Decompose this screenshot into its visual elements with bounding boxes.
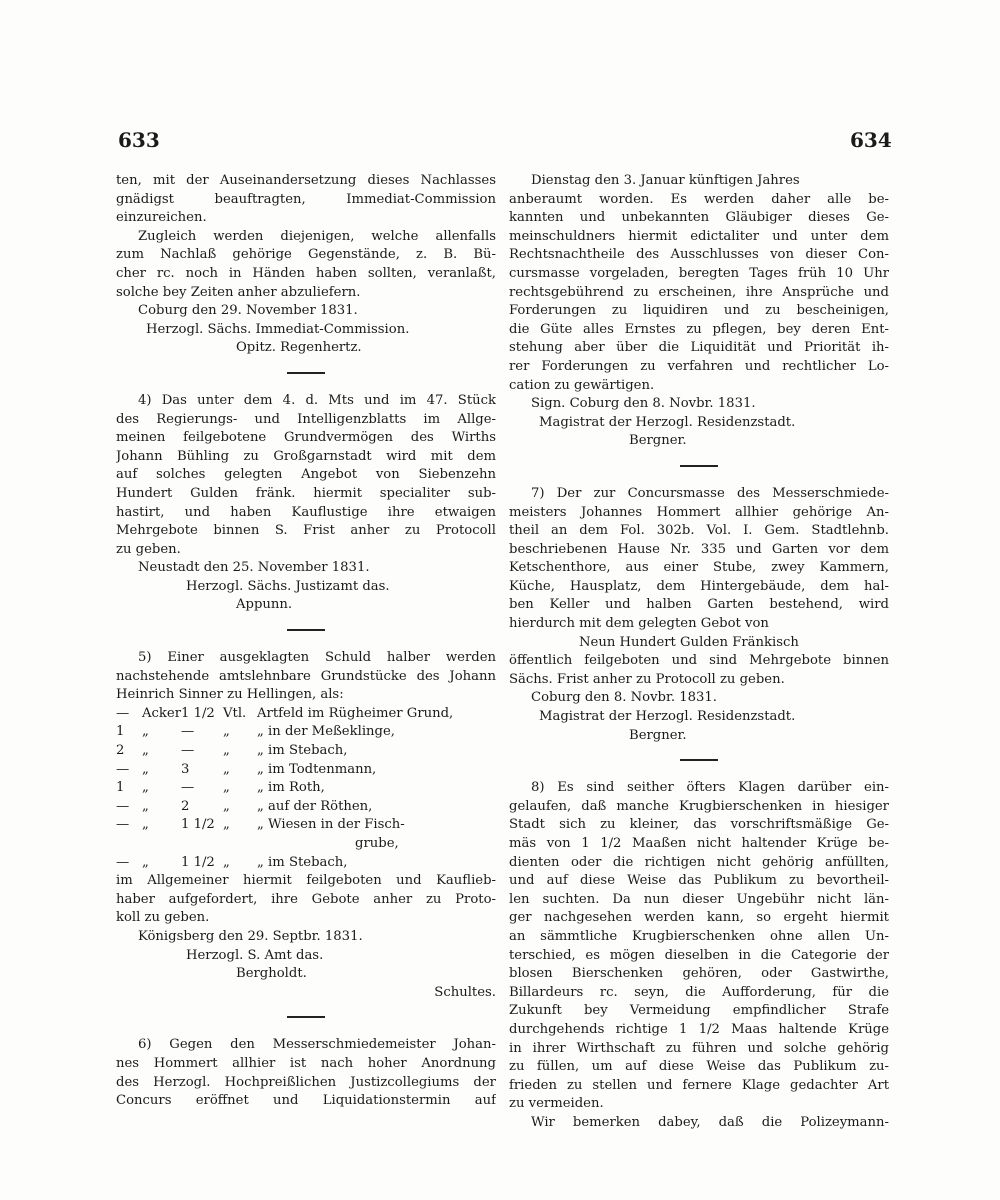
parcel-cell: 3 — [181, 761, 190, 777]
text-line: dienten oder die richtigen nicht gehörig anfüllten, — [509, 854, 889, 870]
text-line: Johann Bühling zu Großgarnstadt wird mit dem — [116, 448, 496, 464]
text-line: cursmasse vorgeladen, beregten Tages früh 10 Uhr — [509, 265, 889, 281]
parcel-cell: — — [116, 854, 130, 870]
text-line: hastirt, und haben Kauflustige ihre etwaigen — [116, 504, 496, 520]
parcel-cell: 1 1/2 — [181, 817, 215, 833]
parcel-cell: 1 1/2 — [181, 705, 215, 721]
text-line: meinen feilgebotene Grundvermögen des Wirths — [116, 430, 496, 446]
place-date: Coburg den 29. November 1831. — [138, 303, 358, 319]
parcel-cell: 2 — [181, 798, 190, 814]
text-line: haber aufgefordert, ihre Gebote anher zu Proto- — [116, 891, 496, 907]
parcel-row — [116, 723, 496, 742]
parcel-cell: 1 — [116, 780, 125, 796]
parcel-cell: „ — [142, 854, 149, 870]
text-line: durchgehends richtige 1 1/2 Maas haltende Krüge — [509, 1021, 889, 1037]
text-line: rechtsgebührend zu erscheinen, ihre Ansprüche und — [509, 284, 889, 300]
parcel-cell: „ — [223, 780, 230, 796]
text-line: stehung aber über die Liquidität und Priorität ih- — [509, 340, 889, 356]
text-line: 4) Das unter dem 4. d. Mts und im 47. Stück — [138, 392, 496, 408]
section-divider — [287, 629, 325, 631]
signatory-name: Bergholdt. — [236, 966, 307, 982]
parcel-cell: „ — [223, 798, 230, 814]
text-line: 8) Es sind seither öfters Klagen darüber ein- — [531, 780, 889, 796]
section-divider — [680, 465, 718, 467]
parcel-row — [116, 742, 496, 761]
text-line: 7) Der zur Concursmasse des Messerschmiede- — [531, 485, 889, 501]
text-line: 6) Gegen den Messerschmiedemeister Johan- — [138, 1037, 496, 1053]
text-line: Forderungen zu liquidiren und zu bescheinigen, — [509, 303, 889, 319]
text-line: gelaufen, daß manche Krugbierschenken in hiesiger — [509, 798, 889, 814]
parcel-cell: „ — [142, 724, 149, 740]
parcel-cell: „ — [223, 761, 230, 777]
parcel-cell: — — [181, 724, 195, 740]
text-line: hierdurch mit dem gelegten Gebot von — [509, 616, 769, 632]
text-line: cation zu gewärtigen. — [509, 377, 655, 393]
text-line: Bergner. — [629, 433, 687, 449]
parcel-cell — [142, 835, 181, 854]
text-line: 5) Einer ausgeklagten Schuld halber werden — [138, 650, 496, 666]
text-line: die Güte alles Ernstes zu pflegen, bey deren Ent- — [509, 321, 889, 337]
parcel-cell: „ auf der Röthen, — [257, 798, 373, 814]
parcel-cell: „ im Stebach, — [257, 743, 348, 759]
parcel-cell: 2 — [116, 743, 125, 759]
text-line: koll zu geben. — [116, 910, 210, 926]
parcel-cell: — — [116, 798, 130, 814]
parcel-row — [116, 705, 496, 724]
text-line: rer Forderungen zu verfahren und rechtlicher Lo- — [509, 358, 889, 374]
parcel-cell: „ — [223, 743, 230, 759]
parcel-cell: „ in der Meßeklinge, — [257, 724, 395, 740]
text-line: nachstehende amtslehnbare Grundstücke des Johann — [116, 668, 496, 684]
text-line: öffentlich feilgeboten und sind Mehrgebote binnen — [509, 653, 889, 669]
authority-signature: Herzogl. Sächs. Immediat-Commission. — [146, 321, 410, 337]
parcel-cell — [116, 835, 142, 854]
parcel-cell: „ — [142, 743, 149, 759]
text-line: solche bey Zeiten anher abzuliefern. — [116, 284, 361, 300]
text-line: Ketschenthore, aus einer Stube, zwey Kammern, — [509, 560, 889, 576]
text-line: Dienstag den 3. Januar künftigen Jahres — [531, 173, 800, 188]
parcel-cell: Artfeld im Rügheimer Grund, — [257, 705, 454, 721]
parcel-cell: „ — [223, 817, 230, 833]
signatory-name: Schultes. — [434, 984, 496, 1000]
text-line: frieden zu stellen und fernere Klage gedachter Art — [509, 1077, 889, 1093]
text-line: des Regierungs- und Intelligenzblatts im Allge- — [116, 411, 496, 427]
parcel-cell: „ im Todtenmann, — [257, 761, 377, 777]
parcel-list — [116, 705, 496, 872]
text-line: Wir bemerken dabey, daß die Polizeymann- — [531, 1114, 889, 1130]
text-line: Coburg den 8. Novbr. 1831. — [531, 690, 717, 706]
parcel-cell: „ — [142, 780, 149, 796]
text-line: gnädigst beauftragten, Immediat-Commission — [116, 191, 496, 207]
text-line: in ihrer Wirthschaft zu führen und solche gehörig — [509, 1040, 889, 1056]
text-line: meisters Johannes Hommert allhier gehörige An- — [509, 504, 889, 520]
parcel-row — [116, 779, 496, 798]
section-divider — [287, 372, 325, 374]
parcel-cell: „ im Stebach, — [257, 854, 348, 870]
text-line: nes Hommert allhier ist nach hoher Anordnung — [116, 1055, 496, 1071]
authority-signature: Herzogl. Sächs. Justizamt das. — [186, 578, 390, 594]
text-line: Heinrich Sinner zu Hellingen, als: — [116, 687, 344, 703]
text-line: Magistrat der Herzogl. Residenzstadt. — [539, 709, 796, 725]
place-date: Königsberg den 29. Septbr. 1831. — [138, 928, 363, 944]
parcel-cell — [181, 835, 223, 854]
page-number-left: 633 — [118, 128, 160, 152]
parcel-cell: — — [181, 743, 195, 759]
parcel-cell: — — [116, 761, 130, 777]
place-date: Neustadt den 25. November 1831. — [138, 560, 370, 576]
text-line: Hundert Gulden fränk. hiermit specialiter sub- — [116, 485, 496, 501]
text-line: zum Nachlaß gehörige Gegenstände, z. B. Bü- — [116, 247, 496, 263]
text-line: Bergner. — [629, 727, 687, 743]
text-line: mäs von 1 1/2 Maaßen nicht haltender Krüge be- — [509, 836, 889, 851]
text-line: anberaumt worden. Es werden daher alle be- — [509, 191, 889, 207]
parcel-cell: „ — [142, 798, 149, 814]
text-line: terschied, es mögen dieselben in die Categorie der — [509, 947, 889, 963]
parcel-cell: — — [181, 780, 195, 796]
text-line: meinschuldners hiermit edictaliter und unter dem — [509, 228, 889, 244]
text-line: len suchten. Da nun dieser Ungebühr nicht län- — [509, 891, 889, 907]
text-line: ten, mit der Auseinandersetzung dieses Nachlasses — [116, 173, 496, 188]
text-line: auf solches gelegten Angebot von Siebenzehn — [116, 467, 496, 483]
left-column — [116, 172, 496, 1111]
text-line: Rechtsnachtheile des Ausschlusses von dieser Con- — [509, 247, 889, 263]
parcel-cell: „ — [142, 761, 149, 777]
signatory-names: Opitz. Regenhertz. — [236, 340, 362, 356]
parcel-cell: Vtl. — [223, 705, 247, 721]
text-line: ben Keller und halben Garten bestehend, wird — [509, 597, 889, 613]
text-line: zu vermeiden. — [509, 1096, 604, 1112]
parcel-row — [116, 835, 496, 854]
page-number-right: 634 — [850, 128, 892, 152]
text-line: im Allgemeiner hiermit feilgeboten und Kauflieb- — [116, 873, 496, 889]
parcel-cell: „ — [223, 724, 230, 740]
authority-signature: Herzogl. S. Amt das. — [186, 947, 324, 963]
parcel-cell: 1 — [116, 724, 125, 740]
section-divider — [680, 759, 718, 761]
text-line: Neun Hundert Gulden Fränkisch — [579, 634, 799, 650]
text-line: Concurs eröffnet und Liquidationstermin auf — [116, 1093, 496, 1109]
parcel-cell: „ Wiesen in der Fisch- — [257, 817, 405, 833]
parcel-row — [116, 816, 496, 835]
text-line: Zukunft bey Vermeidung empfindlicher Strafe — [509, 1003, 889, 1019]
parcel-cell: „ — [142, 817, 149, 833]
text-line: Sächs. Frist anher zu Protocoll zu geben. — [509, 671, 785, 687]
signatory-name: Appunn. — [236, 597, 293, 613]
text-line: einzureichen. — [116, 210, 207, 226]
text-line: blosen Bierschenken gehören, oder Gastwirthe, — [509, 966, 889, 982]
text-line: des Herzogl. Hochpreißlichen Justizcollegiums der — [116, 1074, 496, 1090]
text-line: an sämmtliche Krugbierschenken ohne allen Un- — [509, 928, 889, 944]
parcel-cell: — — [116, 705, 130, 721]
parcel-cell: 1 1/2 — [181, 854, 215, 870]
parcel-cell: „ — [223, 854, 230, 870]
parcel-row — [116, 761, 496, 780]
text-line: zu füllen, um auf diese Weise das Publikum zu- — [509, 1059, 889, 1075]
parcel-cell: grube, — [355, 836, 399, 851]
right-column — [509, 172, 889, 1133]
parcel-cell: — — [116, 817, 130, 833]
parcel-row — [116, 798, 496, 817]
text-line: Magistrat der Herzogl. Residenzstadt. — [539, 414, 796, 430]
parcel-row — [116, 854, 496, 873]
text-line: kannten und unbekannten Gläubiger dieses Ge- — [509, 210, 889, 226]
text-line: und auf diese Weise das Publikum zu bevortheil- — [509, 873, 889, 889]
text-line: ger nachgesehen werden kann, so ergeht hiermit — [509, 910, 889, 926]
parcel-cell — [223, 835, 257, 854]
text-line: beschriebenen Hause Nr. 335 und Garten vor dem — [509, 541, 889, 557]
text-line: Stadt sich zu kleiner, das vorschriftsmäßige Ge- — [509, 817, 889, 833]
text-line: theil an dem Fol. 302b. Vol. I. Gem. Stadtlehnb. — [509, 523, 889, 539]
parcel-cell: Acker — [142, 705, 182, 721]
text-line: Küche, Hausplatz, dem Hintergebäude, dem hal- — [509, 578, 889, 594]
text-line: cher rc. noch in Händen haben sollten, veranlaßt, — [116, 265, 496, 281]
text-line: Zugleich werden diejenigen, welche allenfalls — [138, 228, 496, 244]
text-line: Billardeurs rc. seyn, die Aufforderung, für die — [509, 984, 889, 1000]
text-line: zu geben. — [116, 541, 181, 557]
section-divider — [287, 1016, 325, 1018]
parcel-cell: „ im Roth, — [257, 780, 325, 796]
text-line: Sign. Coburg den 8. Novbr. 1831. — [531, 396, 756, 412]
text-line: Mehrgebote binnen S. Frist anher zu Protocoll — [116, 523, 496, 539]
